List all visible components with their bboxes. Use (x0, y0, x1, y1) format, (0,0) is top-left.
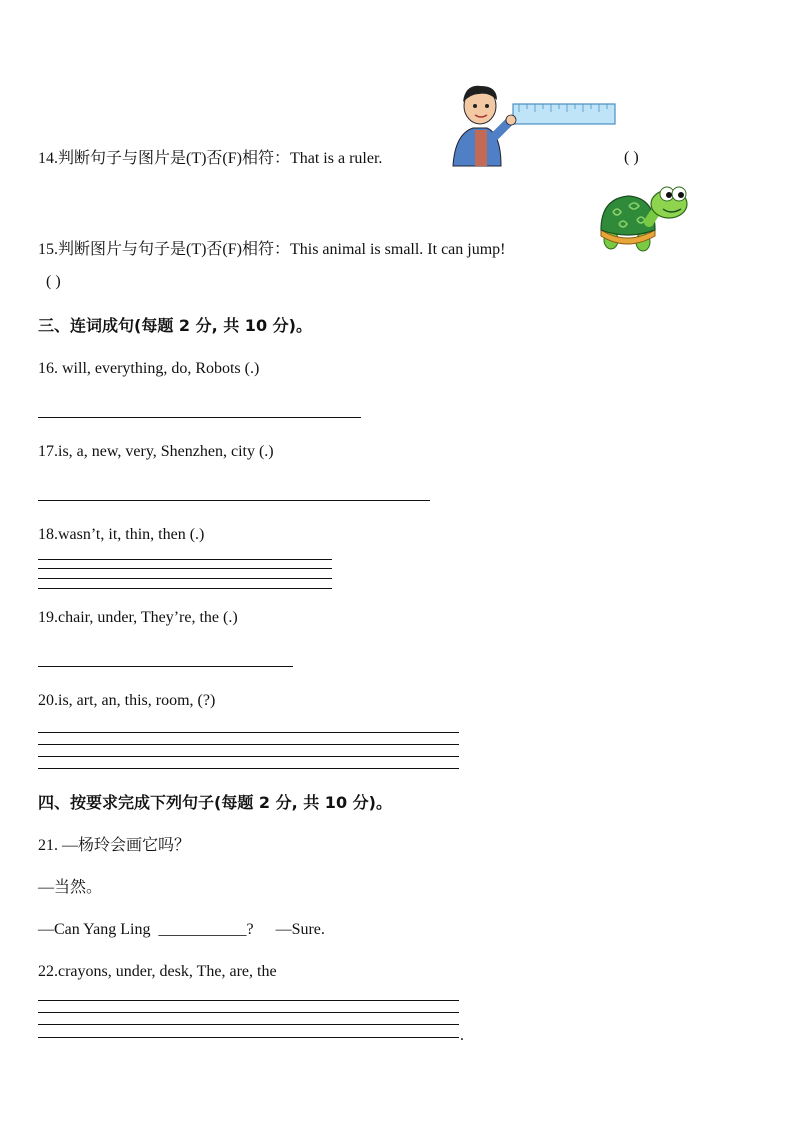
question-16-answer-line[interactable] (38, 417, 361, 418)
writing-line (38, 756, 459, 757)
question-17-answer-line[interactable] (38, 500, 430, 501)
question-21-prompt: 21. —杨玲会画它吗？ (38, 837, 191, 854)
question-15-text: 15.判断图片与句子是(T)否(F)相符：This animal is small. It can jump! (38, 241, 506, 258)
question-17-text: 17.is, a, new, very, Shenzhen, city (.) (38, 443, 274, 460)
english-question-start: —Can Yang Ling (38, 921, 151, 938)
writing-line (38, 768, 459, 769)
writing-line (38, 578, 332, 579)
question-14-text: 14.判断句子与图片是(T)否(F)相符：That is a ruler. (38, 150, 383, 167)
question-21-reply: —当然。 (38, 879, 103, 896)
writing-line (38, 588, 332, 589)
writing-line (38, 744, 459, 745)
boy-pointing-at-ruler-image (445, 82, 620, 168)
question-18-text: 18.wasn’t, it, thin, then (.) (38, 526, 205, 543)
question-22-text: 22.crayons, under, desk, The, are, the (38, 963, 277, 980)
section-3-heading: 三、连词成句(每题 2 分, 共 10 分)。 (38, 316, 312, 335)
writing-line (38, 568, 332, 569)
writing-line (38, 1000, 459, 1001)
question-22-end-mark: . (460, 1027, 464, 1044)
english-reply: —Sure. (275, 921, 325, 938)
question-14-answer-parentheses[interactable]: ( ) (624, 149, 639, 166)
section-4-heading: 四、按要求完成下列句子(每题 2 分, 共 10 分)。 (38, 793, 392, 812)
writing-line (38, 1024, 459, 1025)
question-20-text: 20.is, art, an, this, room, (?) (38, 692, 216, 709)
question-21-english-line (38, 920, 325, 940)
question-15-answer-parentheses[interactable]: ( ) (46, 273, 61, 290)
writing-line (38, 1037, 459, 1038)
question-16-text: 16. will, everything, do, Robots (.) (38, 360, 260, 377)
turtle-image (597, 182, 689, 254)
answer-blank[interactable]: ___________ (158, 921, 247, 938)
question-19-answer-line[interactable] (38, 666, 293, 667)
question-19-text: 19.chair, under, They’re, the (.) (38, 609, 238, 626)
question-mark: ? (246, 921, 254, 938)
writing-line (38, 559, 332, 560)
writing-line (38, 1012, 459, 1013)
writing-line (38, 732, 459, 733)
